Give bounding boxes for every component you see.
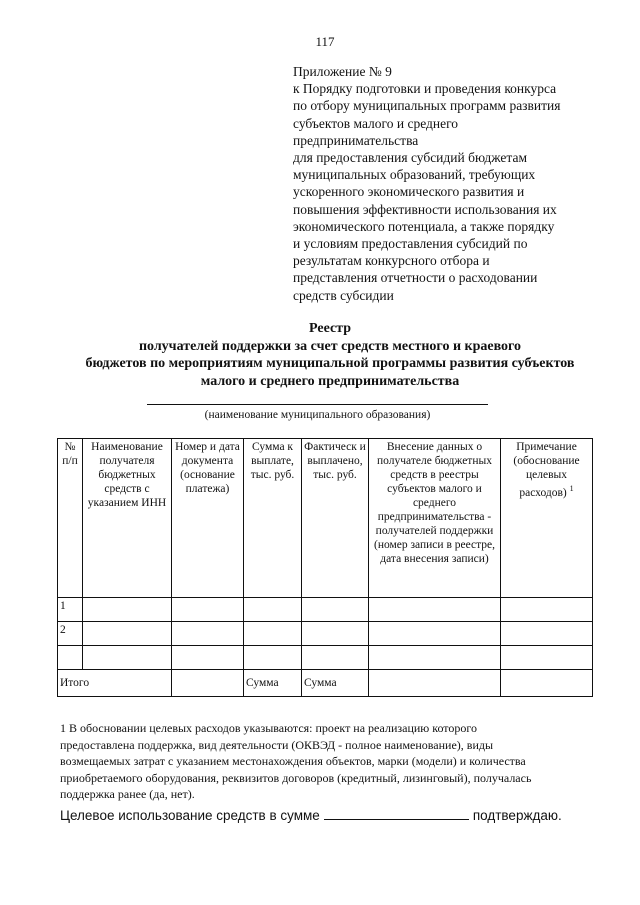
footnote (60, 720, 600, 803)
footnote-line: предоставлена поддержка, вид деятельности (ОКВЭД - полное наименование), виды (60, 737, 494, 752)
document-title (60, 320, 600, 390)
title-line: малого и среднего предпринимательства (200, 373, 460, 389)
appendix-line: и условиям предоставления субсидий по (293, 236, 528, 252)
appendix-line: средств субсидии (293, 287, 394, 303)
header-recipient: Наименование получателя бюджетных средств с указанием ИНН (83, 439, 172, 598)
header-note (501, 439, 593, 598)
table-row (58, 622, 593, 646)
row-num: 1 (58, 598, 83, 622)
row-num (58, 646, 83, 670)
appendix-line: предпринимательства (293, 132, 419, 148)
footnote-line: возмещаемых затрат с указанием местонахождения объектов, марки (модели) и количества (60, 754, 526, 768)
title-line: бюджетов по мероприятиям муниципальной программы развития субъектов (85, 356, 575, 371)
header-document: Номер и дата документа (основание платежа) (172, 439, 244, 598)
header-sum-to-pay: Сумма к выплате, тыс. руб. (244, 439, 302, 598)
header-num: № п/п (58, 439, 83, 598)
appendix-line: к Порядку подготовки и проведения конкурса (293, 81, 557, 97)
header-note-text: Примечание (обоснование целевых расходов) (513, 441, 580, 499)
appendix-line: повышения эффективности использования их (293, 201, 557, 217)
appendix-line: по отбору муниципальных программ развития (293, 98, 561, 114)
appendix-line: Приложение № 9 (293, 64, 392, 79)
title-heading: Реестр (308, 321, 351, 336)
footnote-line: 1 В обосновании целевых расходов указываются: проект на реализацию которого (60, 721, 478, 735)
header-actually-paid: Фактическ и выплачено, тыс. руб. (302, 439, 369, 598)
total-sum-to-pay: Сумма (244, 670, 302, 697)
footnote-line: поддержка ранее (да, нет). (60, 787, 195, 801)
table-header-row (58, 439, 593, 598)
confirmation-suffix: подтверждаю. (472, 808, 562, 823)
appendix-line: представления отчетности о расходовании (293, 270, 538, 286)
appendix-line: экономического потенциала, а также порядку (293, 218, 555, 234)
appendix-line: результатам конкурсного отбора и (293, 253, 490, 269)
appendix-header (293, 63, 613, 304)
amount-blank (324, 807, 469, 820)
total-row (58, 670, 593, 697)
confirmation-line (60, 807, 600, 823)
total-label: Итого (58, 670, 172, 697)
footnote-line: приобретаемого оборудования, реквизитов договоров (кредитный, лизинговый), получалась (60, 770, 532, 785)
table-row (58, 646, 593, 670)
page-number: 117 (315, 34, 335, 49)
appendix-line: муниципальных образований, требующих (293, 167, 536, 183)
confirmation-prefix: Целевое использование средств в сумме (60, 808, 320, 823)
municipality-caption: (наименование муниципального образования) (204, 409, 431, 421)
appendix-line: для предоставления субсидий бюджетам (293, 150, 527, 166)
footnote-mark: 1 (569, 484, 574, 493)
total-actually-paid: Сумма (302, 670, 369, 697)
table-row (58, 598, 593, 622)
municipality-fill-line (147, 404, 488, 405)
row-num: 2 (58, 622, 83, 646)
appendix-line: субъектов малого и среднего (293, 115, 459, 131)
title-line: получателей поддержки за счет средств местного и краевого (138, 338, 522, 354)
registry-table (57, 438, 593, 697)
header-registry-entry: Внесение данных о получателе бюджетных средств в реестры субъектов малого и среднего предпринимательства - получателей поддержки (номер записи в реестре, дата внесения записи) (369, 439, 501, 598)
appendix-line: ускоренного экономического развития и (293, 184, 525, 200)
